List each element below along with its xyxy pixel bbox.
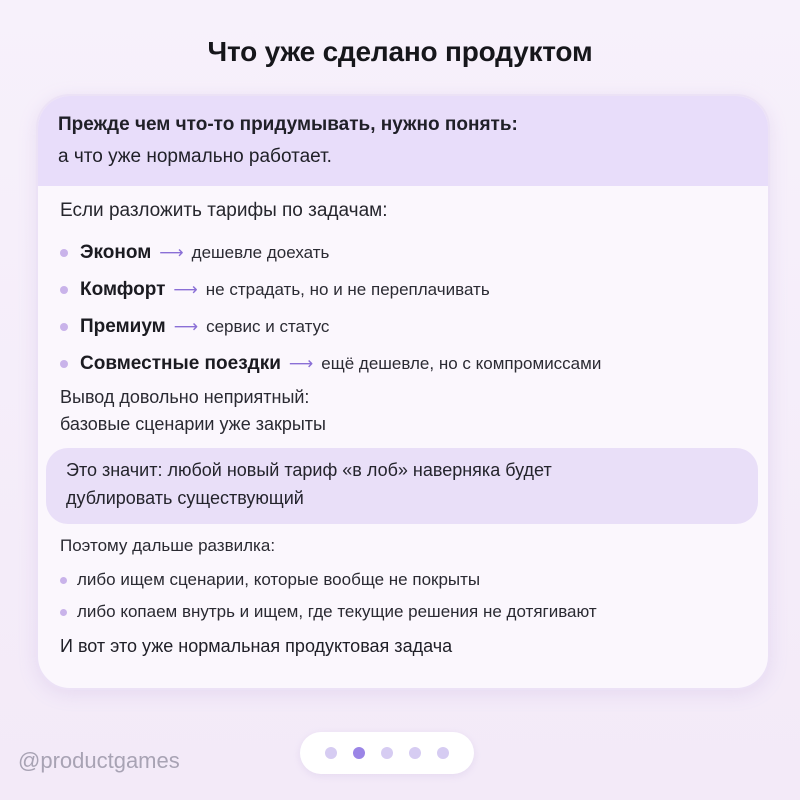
tariff-name: Премиум [80, 315, 166, 337]
tariff-desc: ещё дешевле, но с компромиссами [321, 353, 602, 373]
page-dot-3[interactable] [381, 747, 393, 759]
callout-box [46, 448, 758, 524]
content-card [36, 94, 770, 690]
page-dot-4[interactable] [409, 747, 421, 759]
pagination [300, 732, 474, 774]
header-line-1: Прежде чем что-то придумывать, нужно понять: [58, 114, 518, 135]
final-line: И вот это уже нормальная продуктовая задача [60, 636, 453, 656]
bullet-icon [60, 577, 67, 584]
author-handle: @productgames [18, 748, 180, 773]
tariff-name: Эконом [80, 241, 152, 263]
arrow-right-icon: ⟶ [173, 316, 199, 336]
tariff-item-premium [60, 308, 750, 345]
conclusion-line-1: Вывод довольно неприятный: [60, 387, 310, 407]
arrow-right-icon: ⟶ [159, 242, 184, 262]
option-list [60, 564, 760, 628]
bullet-icon [60, 323, 68, 331]
tariff-item-econom [60, 234, 750, 271]
tariff-list [60, 234, 750, 382]
bullet-icon [60, 286, 68, 294]
header-line-2: а что уже нормально работает. [58, 146, 332, 167]
conclusion [60, 384, 326, 438]
callout-line-1: Это значит: любой новый тариф «в лоб» наверняка будет [66, 460, 552, 480]
card-header [38, 96, 768, 186]
tariff-desc: сервис и статус [206, 316, 330, 336]
arrow-right-icon: ⟶ [173, 279, 198, 299]
list-item [60, 564, 760, 596]
tariff-desc: не страдать, но и не переплачивать [205, 279, 490, 299]
bullet-icon [60, 249, 68, 257]
arrow-right-icon: ⟶ [288, 353, 314, 373]
list-item [60, 596, 760, 628]
page-title: Что уже сделано продуктом [207, 36, 593, 67]
tariff-desc: дешевле доехать [191, 242, 330, 262]
fork-intro: Поэтому дальше развилка: [60, 536, 276, 555]
bullet-icon [60, 609, 67, 616]
conclusion-line-2: базовые сценарии уже закрыты [60, 414, 326, 434]
tariff-name: Комфорт [80, 278, 166, 300]
tariffs-intro: Если разложить тарифы по задачам: [60, 200, 388, 221]
page-dot-2[interactable] [353, 747, 365, 759]
callout-line-2: дублировать существующий [66, 488, 304, 508]
tariff-name: Совместные поездки [80, 352, 281, 374]
tariff-item-comfort [60, 271, 750, 308]
tariff-item-shared [60, 345, 750, 382]
page-dot-1[interactable] [325, 747, 337, 759]
option-text: либо ищем сценарии, которые вообще не покрыты [77, 570, 481, 589]
bullet-icon [60, 360, 68, 368]
page-dot-5[interactable] [437, 747, 449, 759]
option-text: либо копаем внутрь и ищем, где текущие решения не дотягивают [77, 602, 597, 621]
